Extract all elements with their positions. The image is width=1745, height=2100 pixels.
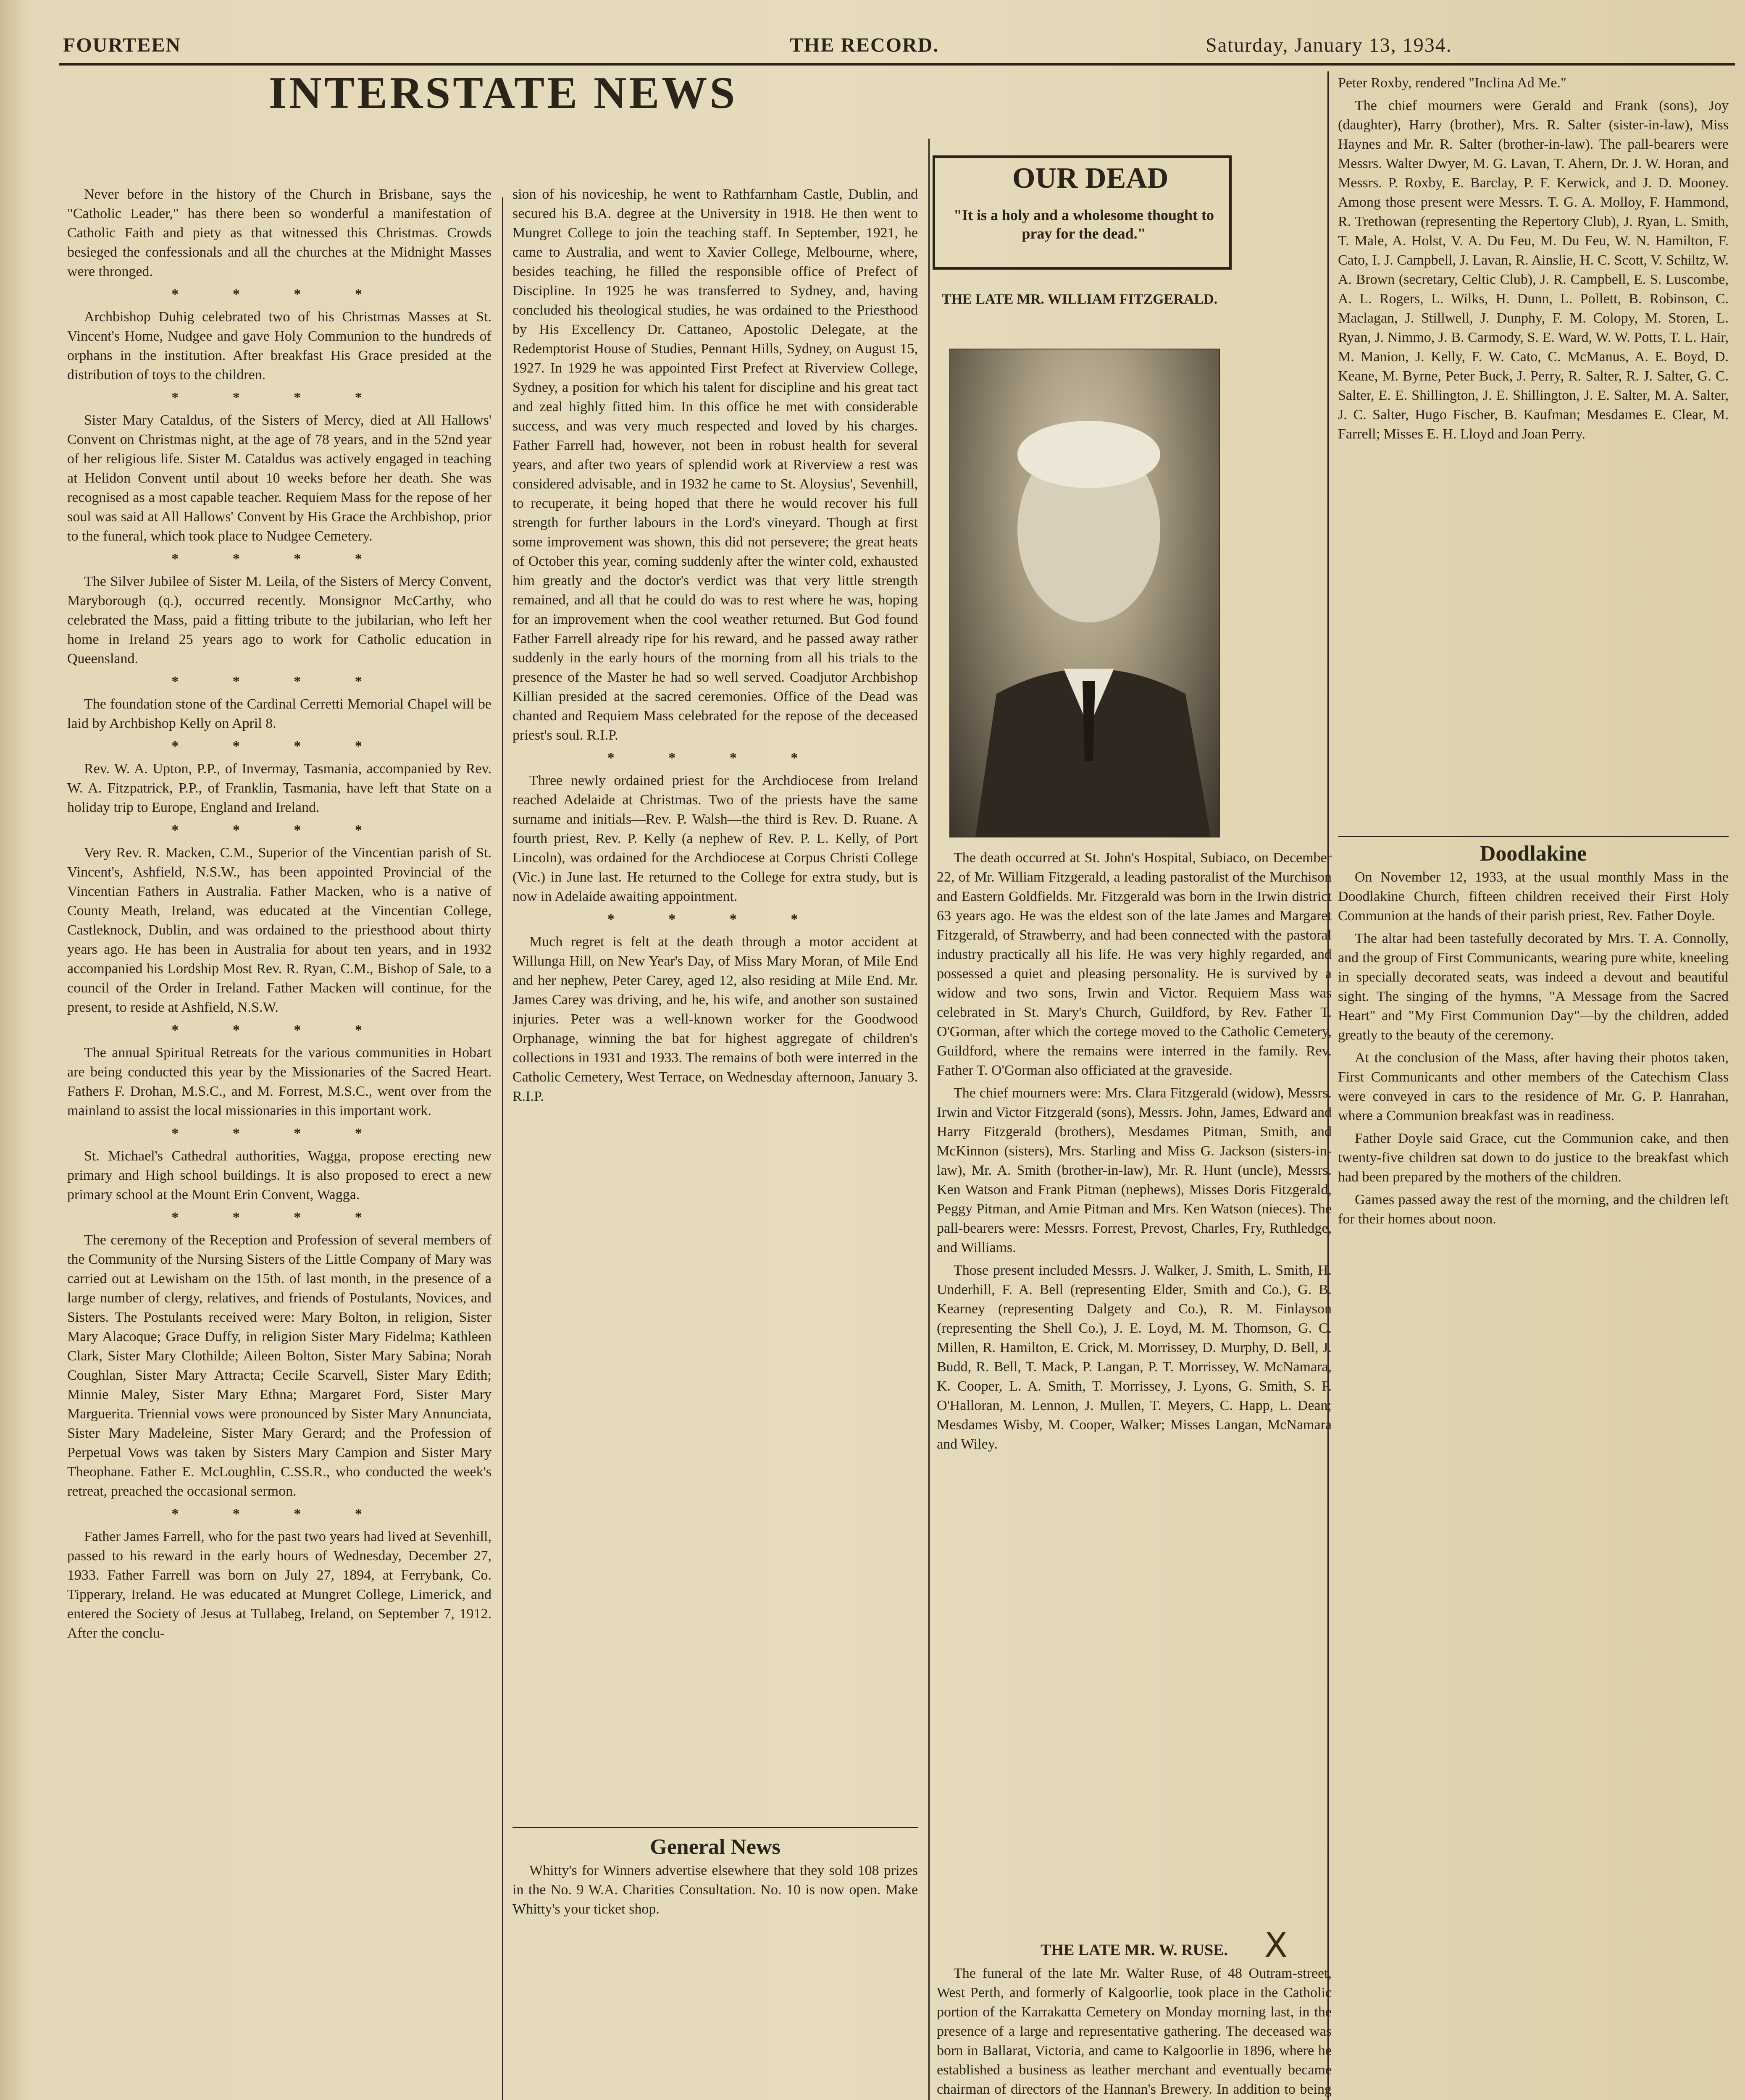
portrait-illustration xyxy=(950,349,1219,837)
article-paragraph: Father James Farrell, who for the past two years had lived at Sevenhill, passed to his reward in the early hours of Wednesday, December 27, 1933. Father Farrell was born on July 27, 1894, at Ferrybank, Co. Tipperary, Ireland. He was educated at Mungret College, Limerick, and entered the Society of Jesus at Tullabeg, Ireland, on September 7, 1912. After the conclu- xyxy=(67,1529,491,1641)
section-rule xyxy=(512,1827,918,1828)
article-paragraph: Much regret is felt at the death through a motor accident at Willunga Hill, on New Year's Day, of Miss Mary Moran, of Mile End and her nephew, Peter Carey, aged 12, also residing at Mile End. Mr. James Carey was driving, and he, his wife, and another son sustained injuries. Peter was a well-known worker for the Goodwood Orphanage, winning the bat for highest aggregate of children's collections in 1931 and 1933. The remains of both were interred in the Catholic Cemetery, West Terrace, on Wednesday afternoon, January 3. R.I.P. xyxy=(512,934,918,1104)
issue-date: Saturday, January 13, 1934. xyxy=(1206,34,1452,56)
masthead: THE RECORD. xyxy=(790,34,939,56)
header-rule xyxy=(59,63,1735,66)
article-paragraph: On November 12, 1933, at the usual monthly Mass in the Doodlakine Church, fifteen children received their First Holy Communion at the hands of their parish priest, Rev. Father Doyle. xyxy=(1338,869,1729,924)
ruse-headline: THE LATE MR. W. RUSE. xyxy=(1041,1941,1228,1959)
article-paragraph: The chief mourners were Gerald and Frank (sons), Joy (daughter), Harry (brother), Mrs. R. Salter (sister-in-law), Miss Haynes and Mr. R. Salter (brother-in-law). The pall-bearers were Messrs. Walter Dwyer, M. G. Lavan, T. Ahern, Dr. J. W. Horan, and Messrs. P. Roxby, E. Barclay, P. F. Kerwick, and J. D. Mooney. Among those present were Messrs. T. G. A. Molloy, F. Hammond, R. Trethowan (representing the Repertory Club), J. Ryan, L. Smith, T. Male, A. Holst, V. A. Du Feu, M. Du Feu, W. N. Hamilton, F. Cato, I. J. Campbell, J. Lavan, R. Ainslie, H. C. Scott, V. Schiltz, W. A. Brown (secretary, Celtic Club), J. R. Campbell, E. S. Luscombe, A. L. Rogers, L. Wilks, H. Dunn, L. Pollett, B. Robinson, C. Maclagan, J. Stillwell, J. Dunphy, F. M. Colopy, M. Storen, L. Ryan, J. Nimmo, J. B. Carmody, S. E. Ward, W. W. Potts, T. L. Hair, M. Manion, J. Kelly, F. W. Cato, C. McManus, A. E. Boyd, D. Keane, M. Byrne, Peter Buck, J. Perry, R. Salter, R. J. Salter, G. C. Salter, E. E. Shillington, J. E. Shillington, J. E. Salter, M. A. Salter, J. C. Salter, Hugo Fischer, B. Kaufman; Mesdames E. Clear, M. Farrell; Misses E. H. Lloyd and Joan Perry. xyxy=(1338,98,1729,442)
article-paragraph: Rev. W. A. Upton, P.P., of Invermay, Tasmania, accompanied by Rev. W. A. Fitzpatrick, P.P., of Franklin, Tasmania, have left that State on a holiday trip to Europe, England and Ireland. xyxy=(67,761,491,815)
article-paragraph: St. Michael's Cathedral authorities, Wagga, propose erecting new primary and High school buildings. It is also proposed to erect a new primary school at the Mount Erin Convent, Wagga. xyxy=(67,1148,491,1202)
general-news-title: General News xyxy=(650,1835,781,1859)
interstate-column-1 xyxy=(67,185,491,2100)
article-paragraph: Father Doyle said Grace, cut the Communion cake, and then twenty-five children sat down to do justice to the breakfast which had been prepared by the mothers of the children. xyxy=(1338,1131,1729,1185)
article-paragraph: sion of his noviceship, he went to Rathfarnham Castle, Dublin, and secured his B.A. degree at the University in 1918. He then went to Mungret College to join the teaching staff. In September, 1921, he came to Australia, and went to Xavier College, Melbourne, where, besides teaching, he filled the responsible office of Prefect of Discipline. In 1925 he was transferred to Sydney, and, having concluded his theological studies, he was ordained to the Priesthood by His Excellency Dr. Cattaneo, Apostolic Delegate, at the Redemptorist House of Studies, Pennant Hills, Sydney, on August 15, 1927. In 1929 he was appointed First Prefect at Riverview College, Sydney, a position for which his talent for discipline and his great tact and zeal highly fitted him. In this office he met with considerable success, and was very much respected and loved by his charges. Father Farrell had, however, not been in robust health for several years, and after two years of splendid work at Riverview a rest was considered advisable, and in 1932 he came to St. Aloysius', Sevenhill, to recuperate, it being hoped that there he would recover his full strength for further labours in the Lord's vineyard. Though at first some improvement was shown, this did not persevere; the great heats of October this year, coming suddenly after the winter cold, exhausted him greatly and the doctor's verdict was that very little strength remained, and all that he could do was to rest where he was, hoping for an improvement when the cool weather returned. But God found Father Farrell already ripe for his reward, and he passed away rather suddenly in the early hours of the morning from all his trials to the presence of the Master he had so well served. Coadjutor Archbishop Killian presided at the sacred ceremonies. Office of the Dead was chanted and Requiem Mass celebrated for the repose of the deceased priest's soul. R.I.P. xyxy=(512,186,918,743)
article-paragraph: The annual Spiritual Retreats for the various communities in Hobart are being conducted this year by the Missionaries of the Sacred Heart. Fathers F. Drohan, M.S.C., and M. Forrest, M.S.C., went over from the mainland to assist the local missionaries in this important work. xyxy=(67,1045,491,1118)
separator: * * * * xyxy=(171,286,387,302)
our-dead-title: OUR DEAD xyxy=(1012,162,1169,194)
section-rule xyxy=(1338,836,1729,837)
general-news-text: Whitty's for Winners advertise elsewhere that they sold 108 prizes in the No. 9 W.A. Charities Consultation. No. 10 is now open. Make Whitty's your ticket shop. xyxy=(512,1863,918,1917)
separator: * * * * xyxy=(607,911,823,927)
article-paragraph: The ceremony of the Reception and Profession of several members of the Community of the Nursing Sisters of the Little Company of Mary was carried out at Lewisham on the 15th. of last month, in the presence of a large number of clergy, relatives, and friends of Postulants, Novices, and Sisters. The Postulants received were: Mary Bolton, in religion, Sister Mary Alacoque; Grace Duffy, in religion Sister Mary Fidelma; Kathleen Clark, Sister Mary Clothilde; Aileen Bolton, Sister Mary Sabina; Norah Coughlan, Sister Mary Attracta; Cecile Scarvell, Sister Mary Edith; Minnie Maley, Sister Mary Ethna; Margaret Ford, Sister Mary Marguerita. Triennial vows were pronounced by Sister Mary Annunciata, Sister Mary Madeleine, Sister Mary Gerard; and the Profession of Perpetual Vows was taken by Sisters Mary Campion and Sister Mary Theophane. Father E. McLoughlin, C.SS.R., who conducted the week's retreat, preached the occasional sermon. xyxy=(67,1232,491,1499)
separator: * * * * xyxy=(171,822,387,838)
doodlakine-article xyxy=(1338,840,1729,2100)
general-news xyxy=(512,1833,918,2068)
separator: * * * * xyxy=(171,738,387,754)
article-paragraph: Very Rev. R. Macken, C.M., Superior of the Vincentian parish of St. Vincent's, Ashfield, N.S.W., has been appointed Provincial of the Vincentian Fathers in Australia. Father Macken, who is a native of County Meath, Ireland, was educated at the Vincentian College, Castleknock, Dublin, and was ordained to the priesthood about thirty years ago. He has been in Australia for about ten years, and in 1932 accompanied his Lordship Most Rev. R. Ryan, C.M., Bishop of Sale, to a council of the Order in Ireland. Father Macken will continue, for the present, to reside at Ashfield, N.S.W. xyxy=(67,845,491,1015)
separator: * * * * xyxy=(171,1506,387,1522)
separator: * * * * xyxy=(171,390,387,405)
article-paragraph: Those present included Messrs. J. Walker, J. Smith, L. Smith, H. Underhill, F. A. Bell (representing Elder, Smith and Co.), G. B. Kearney (representing Dalgety and Co.), R. M. Finlayson (representing the Shell Co.), J. E. Loyd, M. M. Thomson, G. C. Millen, R. Hamilton, E. Crick, M. Morrissey, D. Murphy, D. Bell, J. Budd, R. Bell, T. Mack, P. Langan, P. T. Morrissey, W. McNamara, K. Cooper, L. A. Smith, T. Morrissey, J. Lyons, G. Smith, S. P. O'Halloran, M. Lennon, J. Mullen, T. Meyers, C. Happ, L. Dean; Mesdames Wisby, M. Cooper, Walker; Misses Langan, McNamara and Wiley. xyxy=(937,1263,1332,1452)
page-number: FOURTEEN xyxy=(63,34,181,56)
separator: * * * * xyxy=(607,750,823,766)
article-paragraph: The altar had been tastefully decorated by Mrs. T. A. Connolly, and the group of First Communicants, wearing pure white, kneeling in specially decorated seats, was indeed a devout and beautiful sight. The singing of the hymns, "A Message from the Sacred Heart" and "My First Communion Day"—by the children, added greatly to the beauty of the ceremony. xyxy=(1338,931,1729,1043)
article-paragraph: Peter Roxby, rendered "Inclina Ad Me." xyxy=(1338,75,1566,91)
article-paragraph: Never before in the history of the Church in Brisbane, says the "Catholic Leader," has there been so wonderful a manifestation of Catholic Faith and piety as that witnessed this Christmas. Crowds besieged the confessionals and all the churches at the Midnight Masses were thronged. xyxy=(67,186,491,279)
article-paragraph: At the conclusion of the Mass, after having their photos taken, First Communicants and other members of the Catechism Class were conveyed in cars to the residence of Mr. G. P. Hanrahan, where a Communion breakfast was in readiness. xyxy=(1338,1050,1729,1124)
separator: * * * * xyxy=(171,1126,387,1141)
column-rule xyxy=(502,197,503,2100)
column-rule xyxy=(928,139,930,2100)
doodlakine-title: Doodlakine xyxy=(1480,842,1587,866)
article-paragraph: The Silver Jubilee of Sister M. Leila, of the Sisters of Mercy Convent, Maryborough (q.), occurred recently. Monsignor McCarthy, who celebrated the Mass, paid a fitting tribute to the jubilarian, who left her home in Ireland 25 years ago to work for Catholic education in Queensland. xyxy=(67,574,491,667)
article-paragraph: Games passed away the rest of the morning, and the children left for their homes about noon. xyxy=(1338,1192,1729,1227)
separator: * * * * xyxy=(171,551,387,567)
separator: * * * * xyxy=(171,674,387,689)
ruse-article xyxy=(937,1936,1332,2100)
portrait-photo xyxy=(949,349,1220,837)
article-paragraph: The death occurred at St. John's Hospital, Subiaco, on December 22, of Mr. William Fitzgerald, a leading pastoralist of the Murchison and Eastern Goldfields. Mr. Fitzgerald was born in the Irwin district 63 years ago. He was the eldest son of the late James and Margaret Fitzgerald, of Strawberry, and had been connected with the pastoral industry practically all his life. He was very highly regarded, and possessed a quiet and pleasing personality. He is survived by a widow and two sons, Irwin and Victor. Requiem Mass was celebrated in St. Mary's Church, Guildford, by Rev. Father T. O'Gorman, after which the cortege moved to the Catholic Cemetery, Guildford, where the remains were interred in the family. Rev. Father T. O'Gorman also officiated at the graveside. xyxy=(937,850,1332,1078)
article-paragraph: Sister Mary Cataldus, of the Sisters of Mercy, died at All Hallows' Convent on Christmas night, at the age of 78 years, and in the 52nd year of her religious life. Sister M. Cataldus was actively engaged in teaching at Helidon Convent until about 10 weeks before her death. She was recognised as a most capable teacher. Requiem Mass for the repose of her soul was said at All Hallows' Convent by His Grace the Archbishop, prior to the funeral, which took place to Nudgee Cemetery. xyxy=(67,412,491,544)
fitzgerald-article xyxy=(937,848,1332,1924)
article-paragraph: Three newly ordained priest for the Archdiocese from Ireland reached Adelaide at Christmas. Two of the priests have the same surname and initials—Rev. P. Walsh—the third is Rev. D. Ruane. A fourth priest, Rev. P. Kelly (a nephew of Rev. P. L. Kelly, of Port Lincoln), was ordained for the Archdiocese at Corpus Christi College (Vic.) in June last. He returned to the College for extra study, but is now in Adelaide awaiting appointment. xyxy=(512,773,918,904)
fitzgerald-headline: THE LATE MR. WILLIAM FITZGERALD. xyxy=(941,291,1218,307)
ruse-continued xyxy=(1338,74,1729,825)
separator: * * * * xyxy=(171,1210,387,1225)
our-dead-quote: "It is a holy and a wholesome thought to pray for the dead." xyxy=(953,207,1214,242)
handwritten-mark: X xyxy=(1264,1926,1288,1965)
section-headline: INTERSTATE NEWS xyxy=(269,68,738,118)
article-paragraph: Archbishop Duhig celebrated two of his Christmas Masses at St. Vincent's Home, Nudgee and gave Holy Communion to the hundreds of orphans in the institution. After breakfast His Grace presided at the distribution of toys to the children. xyxy=(67,309,491,383)
separator: * * * * xyxy=(171,1022,387,1038)
article-paragraph: The foundation stone of the Cardinal Cerretti Memorial Chapel will be laid by Archbishop Kelly on April 8. xyxy=(67,696,491,731)
interstate-column-2 xyxy=(512,185,918,1823)
article-paragraph: The chief mourners were: Mrs. Clara Fitzgerald (widow), Messrs. Irwin and Victor Fitzgerald (sons), Messrs. John, James, Edward and Harry Fitzgerald (brothers), Mesdames Pitman, Smith, and McKinnon (sisters), Mrs. Starling and Miss G. Jackson (sisters-in-law), Mr. A. Smith (brother-in-law), Mr. R. Hunt (uncle), Messrs. Ken Watson and Frank Pitman (nephews), Misses Doris Fitzgerald, Peggy Pitman, and Amie Pitman and Mrs. Ken Watson (nieces). The pall-bearers were: Messrs. Forrest, Prevost, Charles, Fry, Ruthledge, and Williams. xyxy=(937,1085,1332,1255)
article-paragraph: The funeral of the late Mr. Walter Ruse, of 48 Outram-street, West Perth, and formerly of Kalgoorlie, took place in the Catholic portion of the Karrakatta Cemetery on Monday morning last, in the presence of a large and representative gathering. The deceased was born in Ballarat, Victoria, and came to Kalgoorlie in 1896, where he established a business as leather merchant and eventually became chairman of directors of the Hannan's Brewery. In addition to being xyxy=(937,1966,1332,2097)
